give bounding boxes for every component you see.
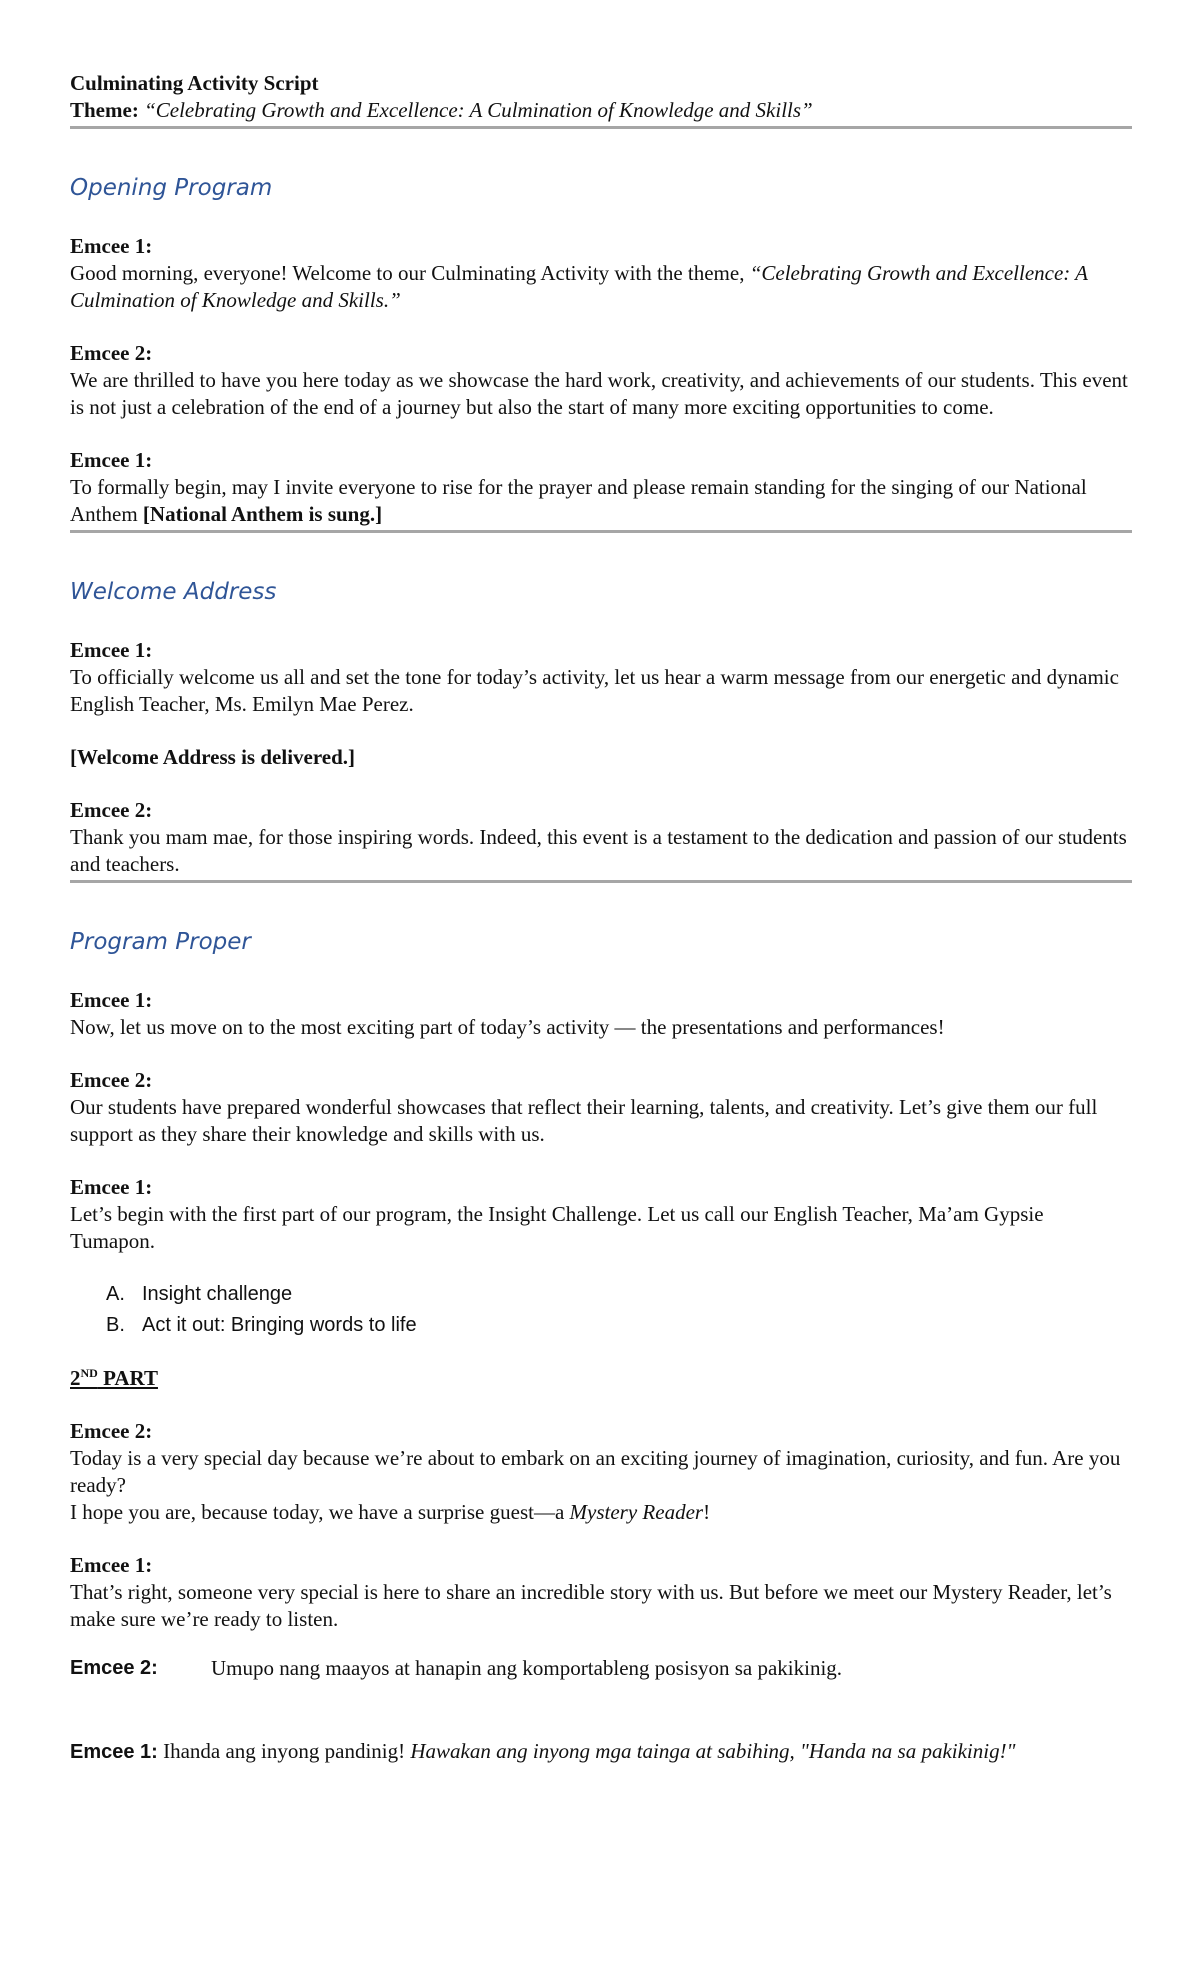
theme-line xyxy=(70,97,1132,124)
speaker-label: Emcee 2: xyxy=(70,1657,158,1679)
list-item-text: Act it out: Bringing words to life xyxy=(142,1314,417,1336)
speaker-label: Emcee 1: xyxy=(70,1175,153,1199)
theme-label: Theme: xyxy=(70,98,139,122)
dialogue-line xyxy=(70,1738,1132,1766)
dialogue-text: Thank you mam mae, for those inspiring words. Indeed, this event is a testament to the dedication and passion of our students and teachers. xyxy=(70,825,1127,876)
dialogue-text: Now, let us move on to the most exciting part of today’s activity — the presentations and performances! xyxy=(70,1015,945,1039)
part-label: PART xyxy=(97,1366,158,1390)
dialogue-text: We are thrilled to have you here today as we showcase the hard work, creativity, and achievements of our students. This event is not just a celebration of the end of a journey but also the start of many more exciting opportunities to come. xyxy=(70,368,1128,419)
dialogue-text: Ihanda ang inyong pandinig! xyxy=(157,1739,411,1763)
dialogue-text-italic: “Celebrating Growth and Excellence: A Culmination of Knowledge and Skills.” xyxy=(70,261,1088,312)
dialogue-text xyxy=(70,1499,1132,1526)
list-item-text: Insight challenge xyxy=(142,1283,293,1305)
document-page xyxy=(70,70,1132,1766)
speaker-label: Emcee 2: xyxy=(70,341,153,365)
list-marker: B. xyxy=(106,1314,125,1336)
speaker-label: Emcee 1: xyxy=(70,638,153,662)
dialogue-text-italic: Hawakan ang inyong mga tainga at sabihing, "Handa na sa pakikinig!" xyxy=(410,1739,1016,1763)
speaker-label: Emcee 2: xyxy=(70,1419,153,1443)
speaker-label: Emcee 2: xyxy=(70,1068,153,1092)
part-number: 2 xyxy=(70,1366,81,1390)
document-title: Culminating Activity Script xyxy=(70,71,319,95)
dialogue-text: That’s right, someone very special is here to share an incredible story with us. But before we meet our Mystery Reader, let’s make sure we’re ready to listen. xyxy=(70,1580,1112,1631)
list-marker: A. xyxy=(106,1283,125,1305)
dialogue-text-italic: Mystery Reader xyxy=(569,1500,704,1524)
list-item xyxy=(106,1310,1132,1341)
dialogue-text-part: ! xyxy=(703,1500,711,1524)
dialogue-text xyxy=(70,474,1132,528)
dialogue-text: To officially welcome us all and set the tone for today’s activity, let us hear a warm message from our energetic and dynamic English Teacher, Ms. Emilyn Mae Perez. xyxy=(70,665,1119,716)
speaker-label: Emcee 2: xyxy=(70,798,153,822)
stage-cue: [Welcome Address is delivered.] xyxy=(70,745,356,769)
heading-second-part xyxy=(70,1365,1132,1392)
heading-program-proper: Program Proper xyxy=(70,929,251,955)
dialogue-text: Our students have prepared wonderful showcases that reflect their learning, talents, and creativity. Let’s give them our full support as they share their knowledge and skills with us. xyxy=(70,1095,1098,1146)
heading-welcome-address: Welcome Address xyxy=(70,579,277,605)
speaker-label: Emcee 1: xyxy=(70,448,153,472)
dialogue-text: Today is a very special day because we’re about to embark on an exciting journey of imagination, curiosity, and fun. Are you ready? xyxy=(70,1446,1121,1497)
speaker-label: Emcee 1: xyxy=(70,1741,158,1763)
dialogue-text-part: Good morning, everyone! Welcome to our Culminating Activity with the theme, xyxy=(70,261,750,285)
dialogue-text xyxy=(70,260,1132,314)
dialogue-text-part: I hope you are, because today, we have a surprise guest—a xyxy=(70,1500,570,1524)
speaker-label: Emcee 1: xyxy=(70,234,153,258)
heading-opening-program: Opening Program xyxy=(70,175,273,201)
list-item xyxy=(106,1279,1132,1310)
speaker-label: Emcee 1: xyxy=(70,1553,153,1577)
dialogue-text: Let’s begin with the first part of our program, the Insight Challenge. Let us call our English Teacher, Ma’am Gypsie Tumapon. xyxy=(70,1202,1044,1253)
dialogue-line xyxy=(70,1655,1132,1682)
stage-cue: [National Anthem is sung.] xyxy=(142,502,383,526)
speaker-label: Emcee 1: xyxy=(70,988,153,1012)
dialogue-text: Umupo nang maayos at hanapin ang komportableng posisyon sa pakikinig. xyxy=(211,1656,843,1680)
theme-text: “Celebrating Growth and Excellence: A Culmination of Knowledge and Skills” xyxy=(144,98,813,122)
part-ordinal: ND xyxy=(80,1366,98,1380)
dialogue-text-part: To formally begin, may I invite everyone to rise for the prayer and please remain standing for the singing of our National Anthem xyxy=(70,475,1087,526)
program-list xyxy=(70,1279,1132,1341)
